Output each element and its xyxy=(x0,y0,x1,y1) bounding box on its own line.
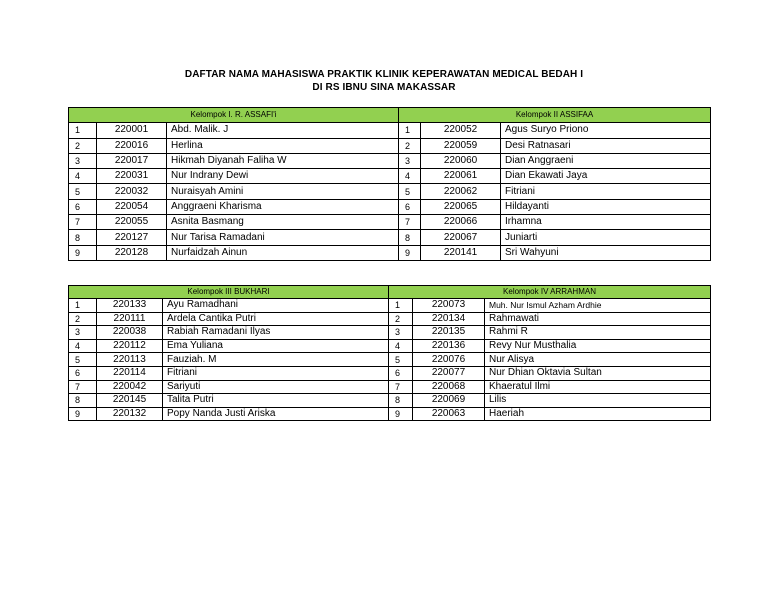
row-number: 9 xyxy=(399,245,421,260)
row-number: 9 xyxy=(69,245,97,260)
row-number: 6 xyxy=(69,366,97,380)
table-row xyxy=(69,394,711,408)
student-id: 220032 xyxy=(97,184,167,199)
row-number: 7 xyxy=(389,380,413,394)
student-id: 220113 xyxy=(97,353,163,367)
student-name: Nur Alisya xyxy=(485,353,711,367)
student-id: 220061 xyxy=(421,169,501,184)
row-number: 2 xyxy=(69,312,97,326)
row-number: 5 xyxy=(389,353,413,367)
student-id: 220067 xyxy=(421,230,501,245)
student-name: Hildayanti xyxy=(501,199,711,214)
student-name: Fitriani xyxy=(501,184,711,199)
document-subtitle: DI RS IBNU SINA MAKASSAR xyxy=(312,82,456,93)
row-number: 3 xyxy=(69,326,97,340)
table-row xyxy=(69,299,711,313)
student-id: 220060 xyxy=(421,153,501,168)
student-name: Haeriah xyxy=(485,407,711,421)
row-number: 2 xyxy=(69,138,97,153)
row-number: 8 xyxy=(69,394,97,408)
row-number: 7 xyxy=(399,215,421,230)
document-title: DAFTAR NAMA MAHASISWA PRAKTIK KLINIK KEPERAWATAN MEDICAL BEDAH I xyxy=(184,69,584,80)
table-row xyxy=(69,407,711,421)
student-id: 220073 xyxy=(413,299,485,313)
student-id: 220063 xyxy=(413,407,485,421)
row-number: 3 xyxy=(389,326,413,340)
row-number: 7 xyxy=(69,380,97,394)
row-number: 7 xyxy=(69,215,97,230)
student-id: 220145 xyxy=(97,394,163,408)
table-row xyxy=(69,184,711,199)
table-header-row xyxy=(69,286,711,299)
table-row xyxy=(69,312,711,326)
student-id: 220076 xyxy=(413,353,485,367)
student-name: Juniarti xyxy=(501,230,711,245)
student-id: 220128 xyxy=(97,245,167,260)
row-number: 1 xyxy=(399,123,421,138)
student-id: 220016 xyxy=(97,138,167,153)
student-id: 220042 xyxy=(97,380,163,394)
group-table-3-4 xyxy=(68,285,711,421)
table-row xyxy=(69,199,711,214)
student-id: 220038 xyxy=(97,326,163,340)
group-table-1-2 xyxy=(68,107,711,261)
row-number: 8 xyxy=(399,230,421,245)
row-number: 3 xyxy=(69,153,97,168)
student-name: Rahmi R xyxy=(485,326,711,340)
student-id: 220077 xyxy=(413,366,485,380)
student-name: Popy Nanda Justi Ariska xyxy=(163,407,389,421)
student-id: 220069 xyxy=(413,394,485,408)
row-number: 5 xyxy=(69,353,97,367)
student-name: Irhamna xyxy=(501,215,711,230)
table-row xyxy=(69,366,711,380)
row-number: 1 xyxy=(69,123,97,138)
student-id: 220111 xyxy=(97,312,163,326)
student-id: 220134 xyxy=(413,312,485,326)
group-3-4-body xyxy=(69,299,711,421)
student-id: 220055 xyxy=(97,215,167,230)
student-name: Rahmawati xyxy=(485,312,711,326)
student-id: 220133 xyxy=(97,299,163,313)
student-name: Agus Suryo Priono xyxy=(501,123,711,138)
group-1-header: Kelompok I. R. ASSAFI'i xyxy=(69,108,399,123)
student-name: Dian Ekawati Jaya xyxy=(501,169,711,184)
student-name: Desi Ratnasari xyxy=(501,138,711,153)
student-name: Nurfaidzah Ainun xyxy=(167,245,399,260)
student-id: 220112 xyxy=(97,339,163,353)
student-name: Nur Tarisa Ramadani xyxy=(167,230,399,245)
student-id: 220001 xyxy=(97,123,167,138)
table-row xyxy=(69,339,711,353)
student-name: Talita Putri xyxy=(163,394,389,408)
student-name: Asnita Basmang xyxy=(167,215,399,230)
row-number: 2 xyxy=(389,312,413,326)
student-id: 220127 xyxy=(97,230,167,245)
student-id: 220059 xyxy=(421,138,501,153)
row-number: 8 xyxy=(69,230,97,245)
row-number: 6 xyxy=(399,199,421,214)
student-name: Abd. Malik. J xyxy=(167,123,399,138)
student-name: Hikmah Diyanah Faliha W xyxy=(167,153,399,168)
student-name: Anggraeni Kharisma xyxy=(167,199,399,214)
student-id: 220114 xyxy=(97,366,163,380)
student-name: Khaeratul Ilmi xyxy=(485,380,711,394)
row-number: 9 xyxy=(389,407,413,421)
table-row xyxy=(69,230,711,245)
table-row xyxy=(69,353,711,367)
student-id: 220031 xyxy=(97,169,167,184)
table-row xyxy=(69,169,711,184)
student-id: 220132 xyxy=(97,407,163,421)
row-number: 4 xyxy=(69,169,97,184)
table-header-row xyxy=(69,108,711,123)
student-name: Lilis xyxy=(485,394,711,408)
row-number: 4 xyxy=(399,169,421,184)
student-id: 220141 xyxy=(421,245,501,260)
student-id: 220136 xyxy=(413,339,485,353)
student-id: 220017 xyxy=(97,153,167,168)
student-name: Nur Indrany Dewi xyxy=(167,169,399,184)
row-number: 4 xyxy=(389,339,413,353)
student-id: 220065 xyxy=(421,199,501,214)
student-id: 220135 xyxy=(413,326,485,340)
group-1-2-body xyxy=(69,123,711,261)
group-2-header: Kelompok II ASSIFAA xyxy=(399,108,711,123)
student-name: Ayu Ramadhani xyxy=(163,299,389,313)
table-row xyxy=(69,215,711,230)
student-name: Fauziah. M xyxy=(163,353,389,367)
student-id: 220052 xyxy=(421,123,501,138)
row-number: 2 xyxy=(399,138,421,153)
student-name: Dian Anggraeni xyxy=(501,153,711,168)
row-number: 3 xyxy=(399,153,421,168)
student-name: Rabiah Ramadani Ilyas xyxy=(163,326,389,340)
table-row xyxy=(69,153,711,168)
table-row xyxy=(69,380,711,394)
student-name: Nuraisyah Amini xyxy=(167,184,399,199)
row-number: 5 xyxy=(69,184,97,199)
student-name: Sri Wahyuni xyxy=(501,245,711,260)
student-name: Herlina xyxy=(167,138,399,153)
row-number: 9 xyxy=(69,407,97,421)
row-number: 1 xyxy=(69,299,97,313)
student-id: 220054 xyxy=(97,199,167,214)
row-number: 6 xyxy=(69,199,97,214)
student-name: Ema Yuliana xyxy=(163,339,389,353)
student-id: 220062 xyxy=(421,184,501,199)
row-number: 6 xyxy=(389,366,413,380)
student-name: Revy Nur Musthalia xyxy=(485,339,711,353)
row-number: 5 xyxy=(399,184,421,199)
student-id: 220068 xyxy=(413,380,485,394)
row-number: 8 xyxy=(389,394,413,408)
row-number: 1 xyxy=(389,299,413,313)
table-row xyxy=(69,123,711,138)
row-number: 4 xyxy=(69,339,97,353)
student-name: Ardela Cantika Putri xyxy=(163,312,389,326)
table-row xyxy=(69,138,711,153)
student-name: Nur Dhian Oktavia Sultan xyxy=(485,366,711,380)
student-id: 220066 xyxy=(421,215,501,230)
student-name: Sariyuti xyxy=(163,380,389,394)
table-row xyxy=(69,245,711,260)
group-4-header: Kelompok IV ARRAHMAN xyxy=(389,286,711,299)
group-3-header: Kelompok III BUKHARI xyxy=(69,286,389,299)
student-name: Fitriani xyxy=(163,366,389,380)
table-row xyxy=(69,326,711,340)
student-name: Muh. Nur Ismul Azham Ardhie xyxy=(485,299,711,313)
